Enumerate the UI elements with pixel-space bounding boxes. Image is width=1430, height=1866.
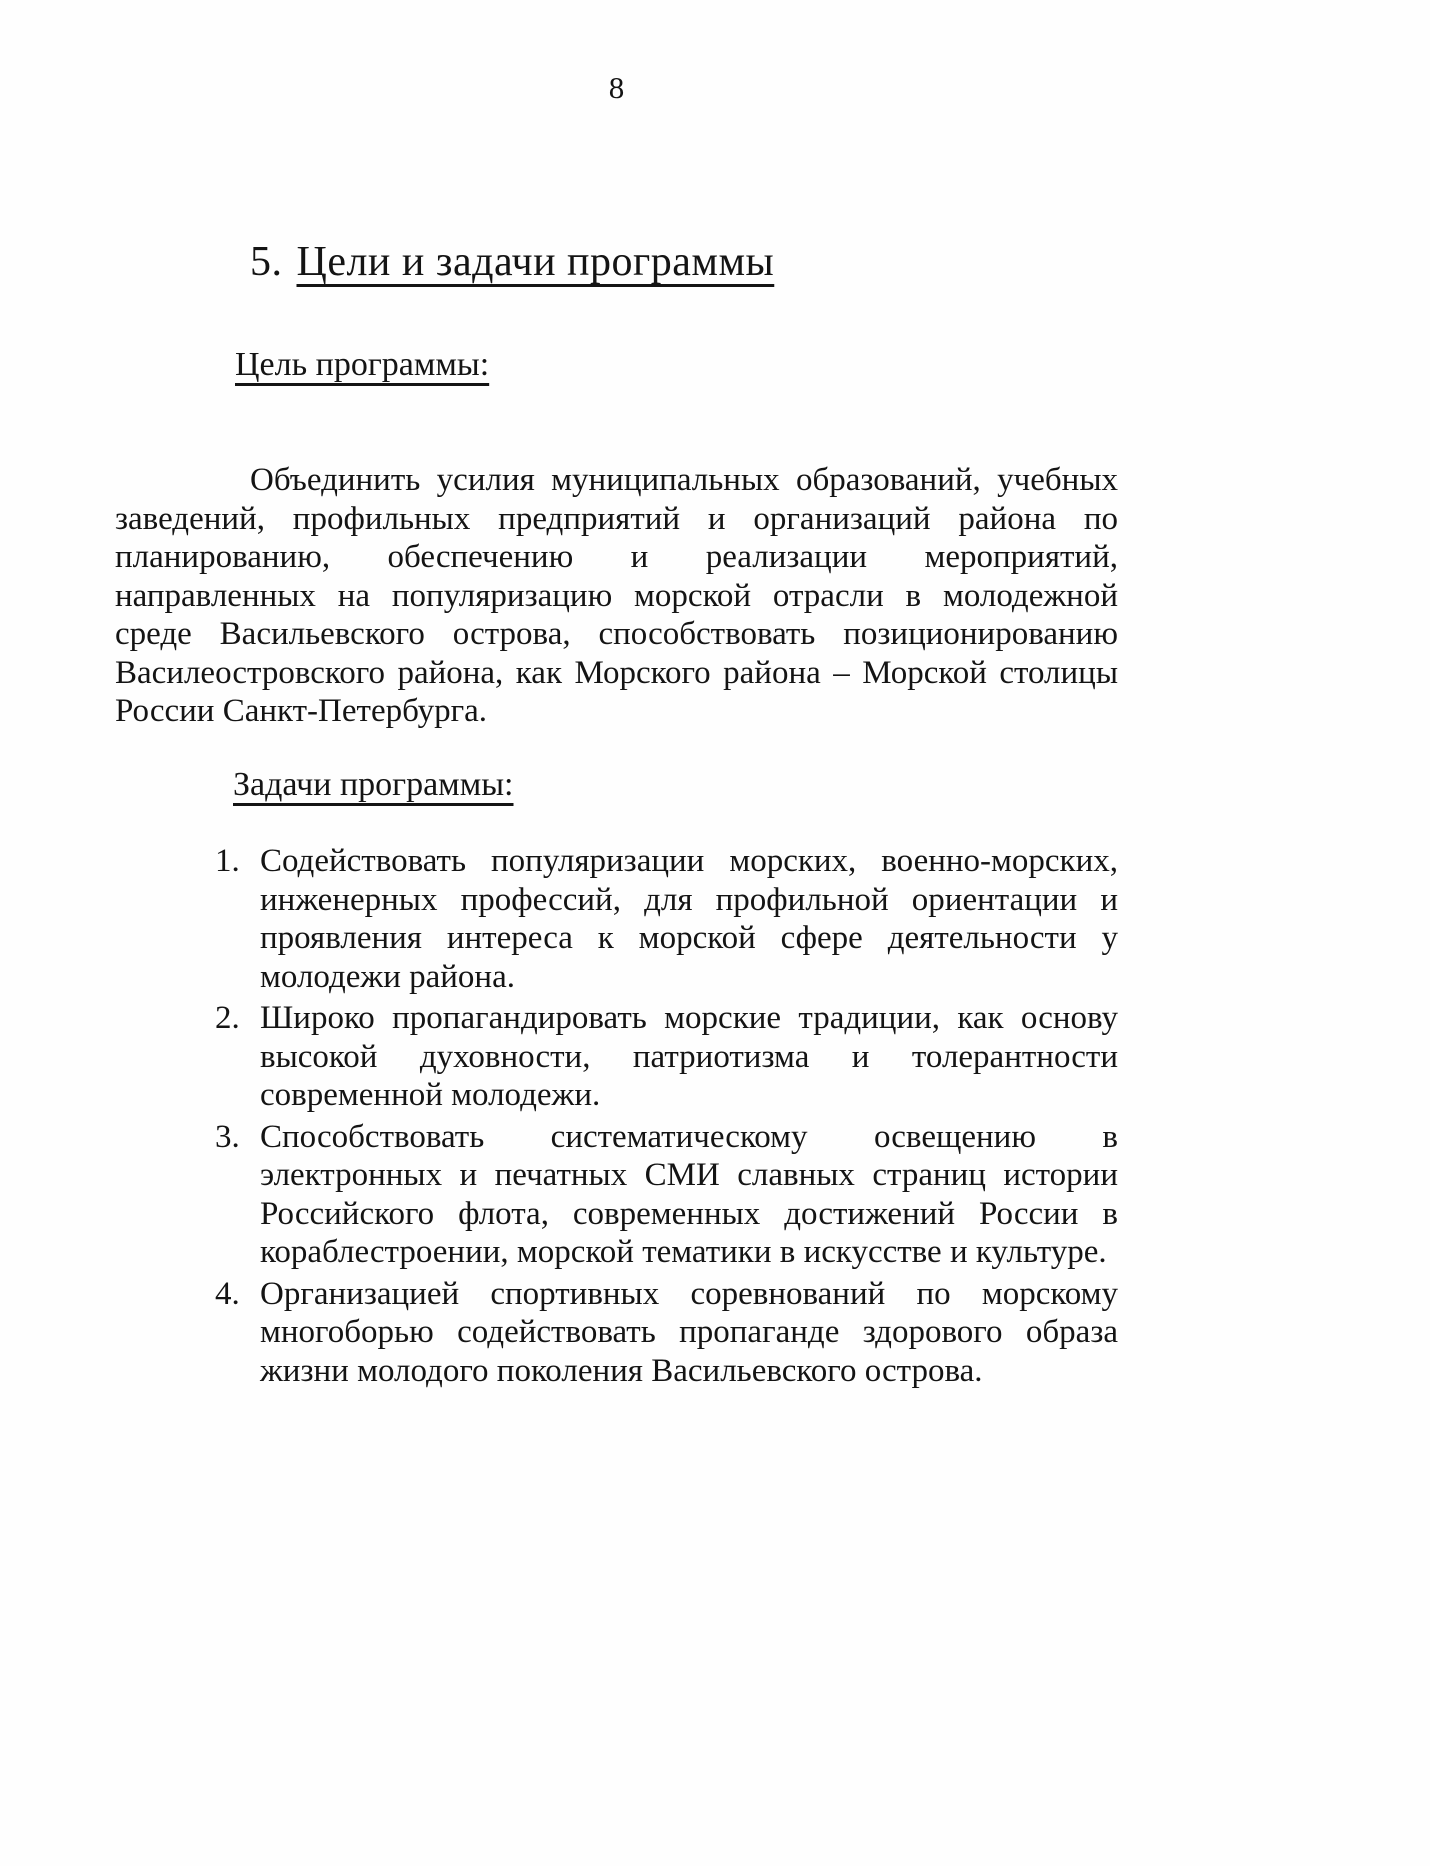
list-item-number: 1. [215,843,240,879]
list-item-number: 3. [215,1118,240,1155]
list-item [115,1275,1118,1391]
list-item [115,999,1118,1115]
list-item [115,1118,1118,1272]
heading-title: Цели и задачи программы [296,239,775,285]
tasks-section-heading: Задачи программы: [233,766,514,803]
list-item-text: Содействовать популяризации морских, военно-морских, инженерных профессий, для профильной ориентации и проявления интереса к морской сфере деятельности у молодежи района. [260,843,1118,995]
list-item-number: 2. [215,1000,240,1036]
goal-section-heading: Цель программы: [235,346,490,383]
document-heading [250,238,774,286]
list-item-text: Организацией спортивных соревнований по морскому многоборью содействовать пропаганде здорового образа жизни молодого поколения Васильевского острова. [260,1275,1118,1389]
tasks-list [115,842,1118,1393]
list-item [115,842,1118,996]
heading-number: 5. [250,239,283,285]
page-number: 8 [608,70,625,105]
goal-paragraph: Объединить усилия муниципальных образований, учебных заведений, профильных предприятий и организаций района по планированию, обеспечению и реализации мероприятий, направленных на популяризацию морской отрасли в молодежной среде Васильевского острова, способствовать позиционированию Василеостровского района, как Морского района – Морской столицы России Санкт-Петербурга. [115,462,1118,729]
list-item-text: Широко пропагандировать морские традиции, как основу высокой духовности, патриотизма и толерантности современной молодежи. [260,1000,1118,1113]
list-item-number: 4. [215,1275,240,1312]
list-item-text: Способствовать систематическому освещению в электронных и печатных СМИ славных страниц истории Российского флота, современных достижений России в кораблестроении, морской тематики в искусстве и культуре. [260,1118,1118,1270]
